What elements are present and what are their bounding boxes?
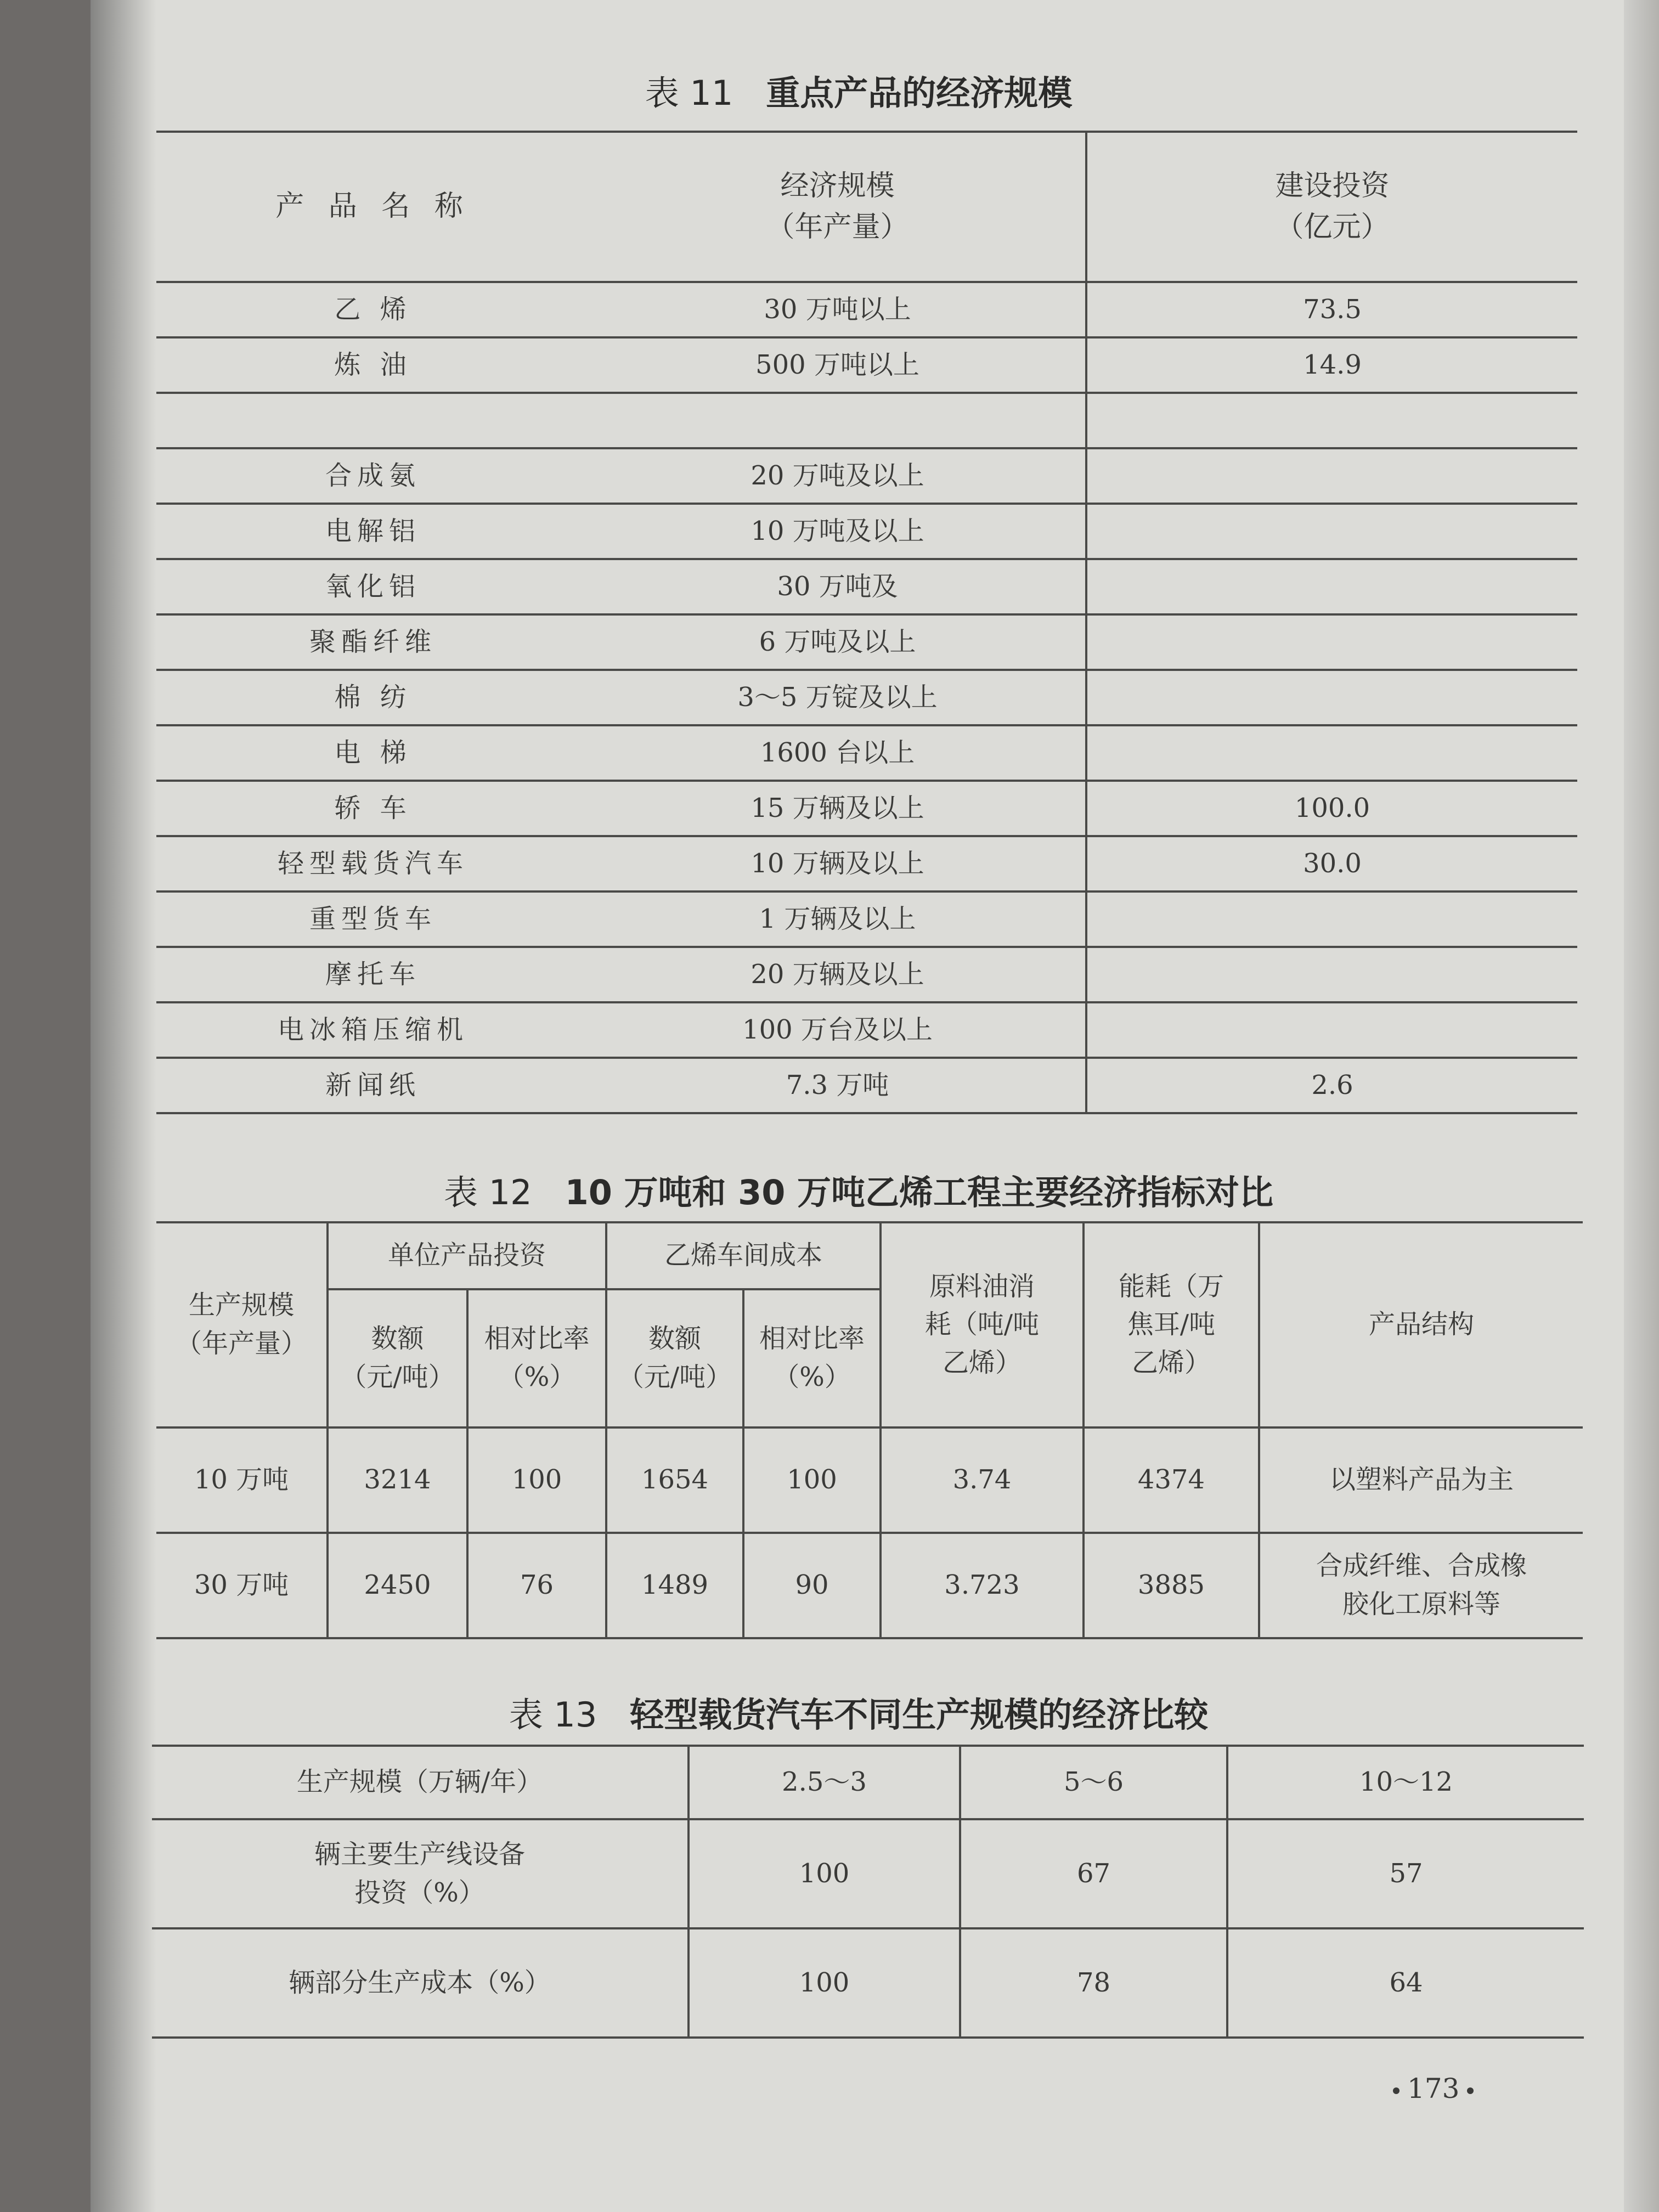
product-invest (1086, 1002, 1577, 1058)
product-scale: 1600 台以上 (590, 725, 1086, 781)
ratio-unit: （%） (773, 1362, 851, 1392)
table-row (156, 393, 1577, 448)
table-row (156, 448, 1577, 504)
ratio-unit: （%） (498, 1362, 576, 1392)
table-row (156, 725, 1577, 781)
product-invest (1086, 504, 1577, 559)
table-row (152, 1928, 1584, 2038)
structure-line-2: 胶化工原料等 (1342, 1589, 1500, 1620)
header-production-scale: 生产规模（万辆/年） (152, 1746, 689, 1819)
product-scale: 3～5 万锭及以上 (590, 670, 1086, 725)
amount-unit: （元/吨） (340, 1362, 455, 1392)
header-scale-3: 10～12 (1227, 1746, 1584, 1819)
product-name: 重型货车 (156, 891, 590, 947)
product-invest (1086, 393, 1577, 448)
product-invest (1086, 559, 1577, 614)
table-12 (156, 1221, 1583, 1639)
amount-label: 数额 (371, 1323, 424, 1355)
table-row (156, 1427, 1583, 1533)
product-invest (1086, 891, 1577, 947)
header-cost-amount (606, 1289, 743, 1427)
product-name: 聚酯纤维 (156, 614, 590, 670)
structure-cell (1259, 1427, 1583, 1533)
product-scale: 20 万辆及以上 (590, 947, 1086, 1002)
header-invest-label: 建设投资 (1275, 169, 1390, 202)
cost-ratio-cell: 90 (743, 1533, 881, 1638)
product-name: 电解铝 (156, 504, 590, 559)
header-invest-sub: （亿元） (1275, 211, 1390, 244)
value-cell: 57 (1227, 1819, 1584, 1928)
book-page (91, 0, 1627, 2212)
product-scale: 7.3 万吨 (590, 1058, 1086, 1113)
amount-label: 数额 (648, 1323, 701, 1355)
page-edge (1624, 0, 1659, 2212)
product-scale: 10 万吨及以上 (590, 504, 1086, 559)
product-scale: 500 万吨以上 (590, 337, 1086, 393)
product-name: 轻型载货汽车 (156, 836, 590, 891)
header-scale-1: 2.5～3 (689, 1746, 960, 1819)
product-name: 轿 车 (156, 781, 590, 836)
page-number (1385, 2073, 1481, 2104)
header-energy-consumption (1084, 1222, 1259, 1427)
oil-cell: 3.74 (881, 1427, 1084, 1533)
header-energy-line-3: 乙烯） (1131, 1347, 1211, 1378)
header-investment (1086, 132, 1577, 282)
header-product-structure: 产品结构 (1259, 1222, 1583, 1427)
header-energy-line-1: 能耗（万 (1118, 1271, 1224, 1302)
header-invest-amount (328, 1289, 467, 1427)
table-row (156, 781, 1577, 836)
bullet-dot-icon (1393, 2087, 1400, 2094)
table-13-caption (91, 1688, 1627, 1736)
product-invest (1086, 947, 1577, 1002)
invest-amount-cell: 2450 (328, 1533, 467, 1638)
table-row (156, 559, 1577, 614)
header-invest-ratio (467, 1289, 606, 1427)
table-row (156, 614, 1577, 670)
table-row (156, 670, 1577, 725)
row-label-line-2: 投资（%） (354, 1877, 485, 1908)
table-13-header-row (152, 1746, 1584, 1819)
row-label (152, 1928, 689, 2038)
product-invest: 100.0 (1086, 781, 1577, 836)
invest-amount-cell: 3214 (328, 1427, 467, 1533)
row-label-line-1: 辆主要生产线设备 (314, 1838, 525, 1870)
product-name: 棉 纺 (156, 670, 590, 725)
value-cell: 100 (689, 1928, 960, 2038)
header-scale-label: 经济规模 (780, 169, 895, 202)
product-scale: 30 万吨以上 (590, 282, 1086, 337)
header-unit-investment: 单位产品投资 (328, 1222, 606, 1289)
table-row (156, 282, 1577, 337)
gutter-shadow (91, 0, 156, 2212)
table-11-title: 重点产品的经济规模 (766, 73, 1073, 113)
energy-cell: 3885 (1084, 1533, 1259, 1638)
table-row (156, 836, 1577, 891)
table-12-number: 表 12 (444, 1172, 532, 1212)
table-row (156, 947, 1577, 1002)
product-invest (1086, 448, 1577, 504)
table-row (156, 1533, 1583, 1638)
table-row (156, 1002, 1577, 1058)
header-scale-sub: （年产量） (766, 211, 909, 244)
oil-cell: 3.723 (881, 1533, 1084, 1638)
product-scale: 100 万台及以上 (590, 1002, 1086, 1058)
table-11-caption (91, 66, 1627, 115)
product-scale: 20 万吨及以上 (590, 448, 1086, 504)
invest-ratio-cell: 100 (467, 1427, 606, 1533)
product-scale (590, 393, 1086, 448)
product-invest: 2.6 (1086, 1058, 1577, 1113)
table-11 (156, 131, 1577, 1114)
product-scale: 1 万辆及以上 (590, 891, 1086, 947)
header-oil-line-3: 乙烯） (942, 1347, 1022, 1378)
header-product-name: 产 品 名 称 (156, 132, 590, 282)
header-oil-line-2: 耗（吨/吨 (924, 1309, 1040, 1340)
value-cell: 100 (689, 1819, 960, 1928)
table-11-number: 表 11 (645, 73, 733, 113)
structure-line-1: 以塑料产品为主 (1329, 1464, 1514, 1496)
table-12-caption (91, 1165, 1627, 1214)
product-invest: 14.9 (1086, 337, 1577, 393)
product-name: 摩托车 (156, 947, 590, 1002)
cost-amount-cell: 1489 (606, 1533, 743, 1638)
bullet-dot-icon (1467, 2087, 1474, 2094)
table-row (156, 1058, 1577, 1113)
ratio-label: 相对比率 (484, 1323, 590, 1355)
table-11-header-row (156, 132, 1577, 282)
table-row (156, 504, 1577, 559)
table-13-title: 轻型载货汽车不同生产规模的经济比较 (630, 1695, 1209, 1735)
product-name: 乙 烯 (156, 282, 590, 337)
header-production-scale (156, 1222, 328, 1427)
header-feedstock-consumption (881, 1222, 1084, 1427)
structure-line-1: 合成纤维、合成橡 (1316, 1550, 1527, 1582)
product-name: 电冰箱压缩机 (156, 1002, 590, 1058)
product-name (156, 393, 590, 448)
header-scale-label: 生产规模 (188, 1290, 294, 1321)
table-13-number: 表 13 (509, 1695, 597, 1735)
amount-unit: （元/吨） (617, 1362, 732, 1392)
product-name: 新闻纸 (156, 1058, 590, 1113)
product-invest (1086, 725, 1577, 781)
scale-cell: 30 万吨 (156, 1533, 328, 1638)
product-name: 电 梯 (156, 725, 590, 781)
product-scale: 10 万辆及以上 (590, 836, 1086, 891)
header-scale-sub: （年产量） (175, 1328, 307, 1359)
ratio-label: 相对比率 (759, 1323, 865, 1355)
table-13 (152, 1745, 1584, 2039)
value-cell: 64 (1227, 1928, 1584, 2038)
row-label (152, 1819, 689, 1928)
table-row (156, 337, 1577, 393)
product-name: 合成氨 (156, 448, 590, 504)
scale-cell: 10 万吨 (156, 1427, 328, 1533)
cost-ratio-cell: 100 (743, 1427, 881, 1533)
value-cell: 78 (960, 1928, 1227, 2038)
table-12-header-row-1 (156, 1222, 1583, 1289)
header-energy-line-2: 焦耳/吨 (1127, 1309, 1216, 1340)
table-row (156, 891, 1577, 947)
header-oil-line-1: 原料油消 (929, 1271, 1035, 1302)
header-scale-2: 5～6 (960, 1746, 1227, 1819)
header-workshop-cost: 乙烯车间成本 (606, 1222, 881, 1289)
product-scale: 15 万辆及以上 (590, 781, 1086, 836)
product-scale: 30 万吨及 (590, 559, 1086, 614)
product-invest: 73.5 (1086, 282, 1577, 337)
product-invest (1086, 670, 1577, 725)
energy-cell: 4374 (1084, 1427, 1259, 1533)
product-name: 炼 油 (156, 337, 590, 393)
table-row (152, 1819, 1584, 1928)
header-economic-scale (590, 132, 1086, 282)
product-invest: 30.0 (1086, 836, 1577, 891)
product-invest (1086, 614, 1577, 670)
row-label-line-1: 辆部分生产成本（%） (289, 1967, 551, 1998)
structure-cell (1259, 1533, 1583, 1638)
invest-ratio-cell: 76 (467, 1533, 606, 1638)
header-cost-ratio (743, 1289, 881, 1427)
page-number-text: 173 (1407, 2073, 1460, 2104)
table-12-title: 10 万吨和 30 万吨乙烯工程主要经济指标对比 (565, 1172, 1273, 1212)
product-name: 氧化铝 (156, 559, 590, 614)
product-scale: 6 万吨及以上 (590, 614, 1086, 670)
value-cell: 67 (960, 1819, 1227, 1928)
cost-amount-cell: 1654 (606, 1427, 743, 1533)
